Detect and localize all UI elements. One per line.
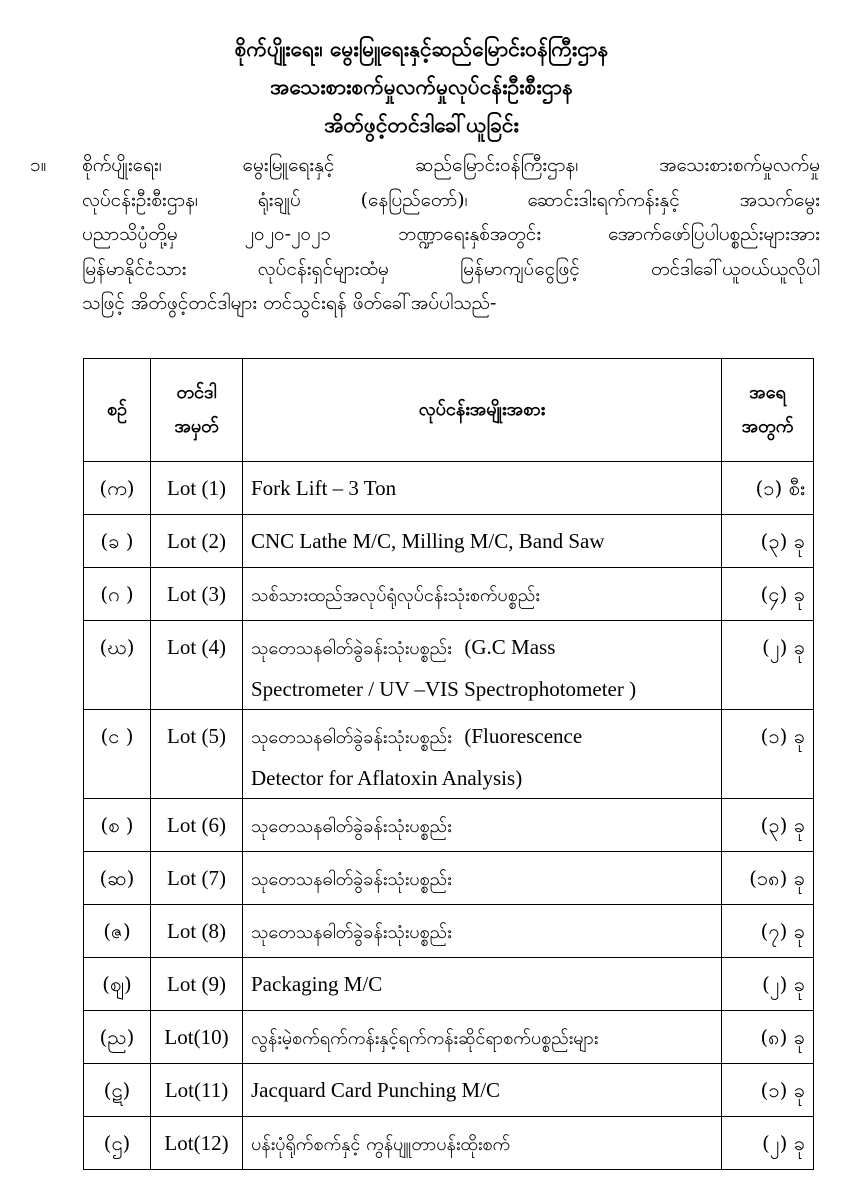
lot-number: Lot(12) — [164, 1131, 229, 1155]
lot-number: Lot (6) — [167, 813, 226, 837]
cell-lot-no — [151, 710, 243, 799]
department-title: အသေးစားစက်မှုလက်မှုလုပ်ငန်းဦးစီးဌာန — [270, 74, 573, 99]
cell-description — [243, 568, 722, 621]
table-row — [84, 515, 814, 568]
cell-serial-no: (ခ ) — [84, 515, 151, 568]
cell-lot-no — [151, 1011, 243, 1064]
table-row — [84, 852, 814, 905]
lot-number: Lot (2) — [167, 529, 226, 553]
lot-number: Lot (1) — [167, 476, 226, 500]
description-myanmar: သုတေသနဓါတ်ခွဲခန်းသုံးပစ္စည်း — [251, 638, 452, 659]
cell-description — [243, 799, 722, 852]
cell-lot-no — [151, 1064, 243, 1117]
cell-serial-no: (က) — [84, 462, 151, 515]
paragraph-number: ၁။ — [30, 154, 47, 176]
description-myanmar: သုတေသနဓါတ်ခွဲခန်းသုံးပစ္စည်း — [251, 727, 452, 748]
cell-description — [243, 1064, 722, 1117]
cell-serial-no: (ည) — [84, 1011, 151, 1064]
description-english: CNC Lathe M/C, Milling M/C, Band Saw — [251, 529, 605, 553]
description-english: Fork Lift – 3 Ton — [251, 476, 397, 500]
cell-description — [243, 462, 722, 515]
paragraph-line: လုပ်ငန်းဦးစီးဌာန၊ ရုံးချုပ် (နေပြည်တော်)၊ ဆောင်းဒါးရက်ကန်းနှင့် အသက်မွေး — [82, 188, 820, 211]
table-row — [84, 621, 814, 710]
cell-serial-no: (င ) — [84, 710, 151, 799]
lot-number: Lot (4) — [167, 635, 226, 659]
description-myanmar: သုတေသနဓါတ်ခွဲခန်းသုံးပစ္စည်း — [251, 922, 452, 943]
table-row — [84, 1011, 814, 1064]
paragraph-line: စိုက်ပျိုးရေး၊ မွေးမြူရေးနှင့် ဆည်မြောင်းဝန်ကြီးဌာန၊ အသေးစားစက်မှုလက်မှု — [82, 154, 820, 176]
cell-description — [243, 515, 722, 568]
cell-serial-no: (ဂ ) — [84, 568, 151, 621]
cell-serial-no: (စ ) — [84, 799, 151, 852]
lot-number: Lot (5) — [167, 724, 226, 748]
description-myanmar: သုတေသနဓါတ်ခွဲခန်းသုံးပစ္စည်း — [251, 816, 452, 837]
cell-quantity: (၂) ခု — [722, 621, 814, 710]
description-myanmar: ပန်းပုံရိုက်စက်နှင့် ကွန်ပျူတာပန်းထိုးစက် — [251, 1134, 511, 1155]
description-myanmar: သုတေသနဓါတ်ခွဲခန်းသုံးပစ္စည်း — [251, 869, 452, 890]
table-row — [84, 710, 814, 799]
paragraph-line: ပညာသိပ္ပံတို့မှ ၂၀၂၀-၂၀၂၁ ဘဏ္ဍာရေးနှစ်အတွင်း အောက်ဖော်ပြပါပစ္စည်းများအား — [82, 223, 820, 246]
paragraph-line: သဖြင့် အိတ်ဖွင့်တင်ဒါများ တင်သွင်းရန် ဖိတ်ခေါ်အပ်ပါသည်- — [82, 292, 497, 315]
cell-description — [243, 621, 722, 710]
cell-quantity: (၃) ခု — [722, 515, 814, 568]
cell-description — [243, 905, 722, 958]
description-continuation: Spectrometer / UV –VIS Spectrophotometer ) — [251, 677, 637, 701]
cell-lot-no — [151, 905, 243, 958]
header-qty-line2: အတွက် — [741, 416, 794, 437]
table-row — [84, 1117, 814, 1170]
table-row — [84, 799, 814, 852]
cell-description — [243, 1117, 722, 1170]
cell-lot-no — [151, 462, 243, 515]
cell-quantity: (၄) ခု — [722, 568, 814, 621]
cell-quantity: (၁) စီး — [722, 462, 814, 515]
cell-lot-no — [151, 799, 243, 852]
lot-number: Lot (7) — [167, 866, 226, 890]
cell-quantity: (၂) ခု — [722, 958, 814, 1011]
cell-lot-no — [151, 1117, 243, 1170]
table-row — [84, 568, 814, 621]
cell-serial-no: (ဃ) — [84, 621, 151, 710]
cell-quantity: (၇) ခု — [722, 905, 814, 958]
cell-description — [243, 710, 722, 799]
cell-serial-no: (ဌ) — [84, 1117, 151, 1170]
lot-number: Lot (3) — [167, 582, 226, 606]
table-row — [84, 905, 814, 958]
cell-quantity: (၁) ခု — [722, 710, 814, 799]
paragraph-body — [82, 148, 820, 321]
table-header-row — [84, 359, 814, 462]
header-lot-line2: အမှတ် — [174, 416, 219, 437]
announcement-title: အိတ်ဖွင့်တင်ဒါခေါ်ယူခြင်း — [324, 112, 519, 137]
lot-number: Lot (9) — [167, 972, 226, 996]
cell-lot-no — [151, 958, 243, 1011]
cell-quantity: (၁၈) ခု — [722, 852, 814, 905]
header-qty-line1: အရေ — [749, 382, 786, 403]
cell-lot-no — [151, 568, 243, 621]
paragraph-line: မြန်မာနိုင်ငံသား လုပ်ငန်းရှင်များထံမှ မြန်မာကျပ်ငွေဖြင့် တင်ဒါခေါ်ယူဝယ်ယူလိုပါ — [82, 257, 820, 280]
cell-serial-no: (ဇ) — [84, 905, 151, 958]
header-serial-no: စဉ် — [84, 359, 151, 462]
cell-description — [243, 1011, 722, 1064]
description-continuation: Detector for Aflatoxin Analysis) — [251, 766, 523, 790]
table-row — [84, 462, 814, 515]
lot-number: Lot(10) — [164, 1025, 229, 1049]
description-myanmar: လွန်းမဲ့စက်ရက်ကန်းနှင့်ရက်ကန်းဆိုင်ရာစက်ပစ္စည်းများ — [251, 1028, 599, 1049]
table-row — [84, 958, 814, 1011]
document-header — [0, 30, 843, 144]
cell-description — [243, 852, 722, 905]
header-description: လုပ်ငန်းအမျိုးအစား — [243, 359, 722, 462]
header-lot-line1: တင်ဒါ — [176, 382, 217, 403]
lot-number: Lot (8) — [167, 919, 226, 943]
cell-quantity: (၂) ခု — [722, 1117, 814, 1170]
cell-serial-no: (ဋ) — [84, 1064, 151, 1117]
cell-serial-no: (ဆ) — [84, 852, 151, 905]
table-body — [84, 462, 814, 1170]
header-quantity — [722, 359, 814, 462]
lots-table — [83, 358, 814, 1170]
description-english: Jacquard Card Punching M/C — [251, 1078, 501, 1102]
ministry-title: စိုက်ပျိုးရေး၊ မွေးမြူရေးနှင့်ဆည်မြောင်းဝန်ကြီးဌာန — [234, 36, 609, 61]
description-myanmar: သစ်သားထည်အလုပ်ရုံလုပ်ငန်းသုံးစက်ပစ္စည်း — [251, 585, 540, 606]
cell-description — [243, 958, 722, 1011]
table-row — [84, 1064, 814, 1117]
description-english: (G.C Mass — [464, 635, 556, 659]
header-lot-no — [151, 359, 243, 462]
cell-lot-no — [151, 515, 243, 568]
description-english: Packaging M/C — [251, 972, 383, 996]
cell-serial-no: (ဈ) — [84, 958, 151, 1011]
description-english: (Fluorescence — [464, 724, 583, 748]
cell-quantity: (၃) ခု — [722, 799, 814, 852]
cell-lot-no — [151, 852, 243, 905]
cell-lot-no — [151, 621, 243, 710]
cell-quantity: (၁) ခု — [722, 1064, 814, 1117]
lot-number: Lot(11) — [164, 1078, 229, 1102]
cell-quantity: (၈) ခု — [722, 1011, 814, 1064]
